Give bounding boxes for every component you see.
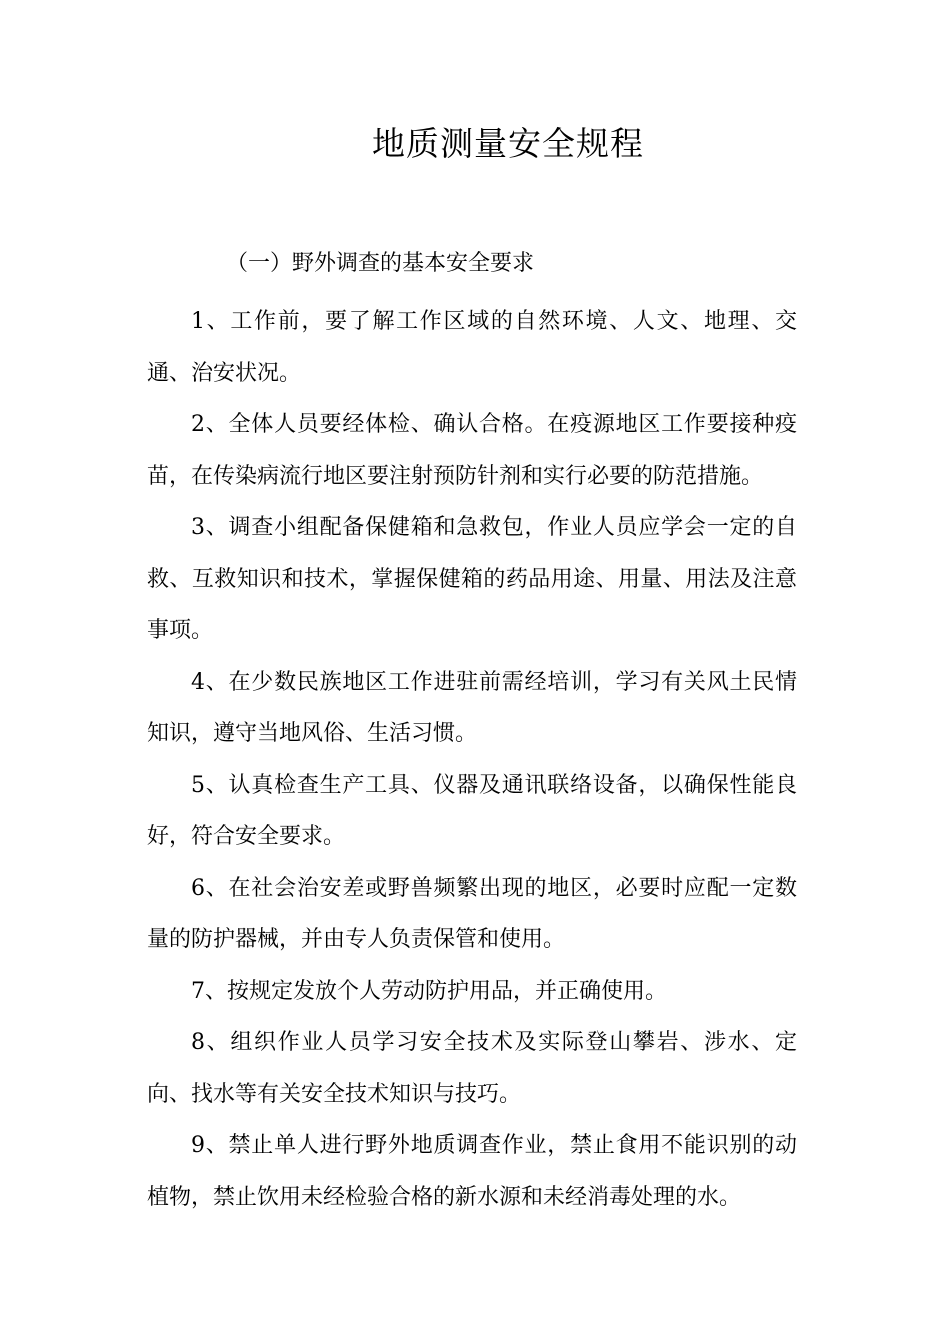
paragraph-5: 5、认真检查生产工具、仪器及通讯联络设备，以确保性能良好，符合安全要求。 <box>147 772 797 849</box>
paragraph-7: 7、按规定发放个人劳动防护用品，并正确使用。 <box>191 978 667 1004</box>
paragraph-2: 2、全体人员要经体检、确认合格。在疫源地区工作要接种疫苗，在传染病流行地区要注射预防针剂和实行必要的防范措施。 <box>147 412 797 489</box>
paragraph-6: 6、在社会治安差或野兽频繁出现的地区，必要时应配一定数量的防护器械，并由专人负责保管和使用。 <box>147 875 797 952</box>
paragraph-3: 3、调查小组配备保健箱和急救包，作业人员应学会一定的自救、互救知识和技术，掌握保健箱的药品用途、用量、用法及注意事项。 <box>147 515 797 643</box>
section-heading: （一）野外调查的基本安全要求 <box>226 251 535 276</box>
paragraph-9: 9、禁止单人进行野外地质调查作业，禁止食用不能识别的动植物，禁止饮用未经检验合格的新水源和未经消毒处理的水。 <box>147 1133 797 1210</box>
paragraph-4: 4、在少数民族地区工作进驻前需经培训，学习有关风土民情知识，遵守当地风俗、生活习惯。 <box>147 669 797 746</box>
document-body <box>147 296 797 1223</box>
paragraph-1: 1、工作前，要了解工作区域的自然环境、人文、地理、交通、治安状况。 <box>147 309 797 386</box>
document-title: 地质测量安全规程 <box>372 124 644 163</box>
paragraph-8: 8、组织作业人员学习安全技术及实际登山攀岩、涉水、定向、找水等有关安全技术知识与技巧。 <box>147 1030 797 1107</box>
